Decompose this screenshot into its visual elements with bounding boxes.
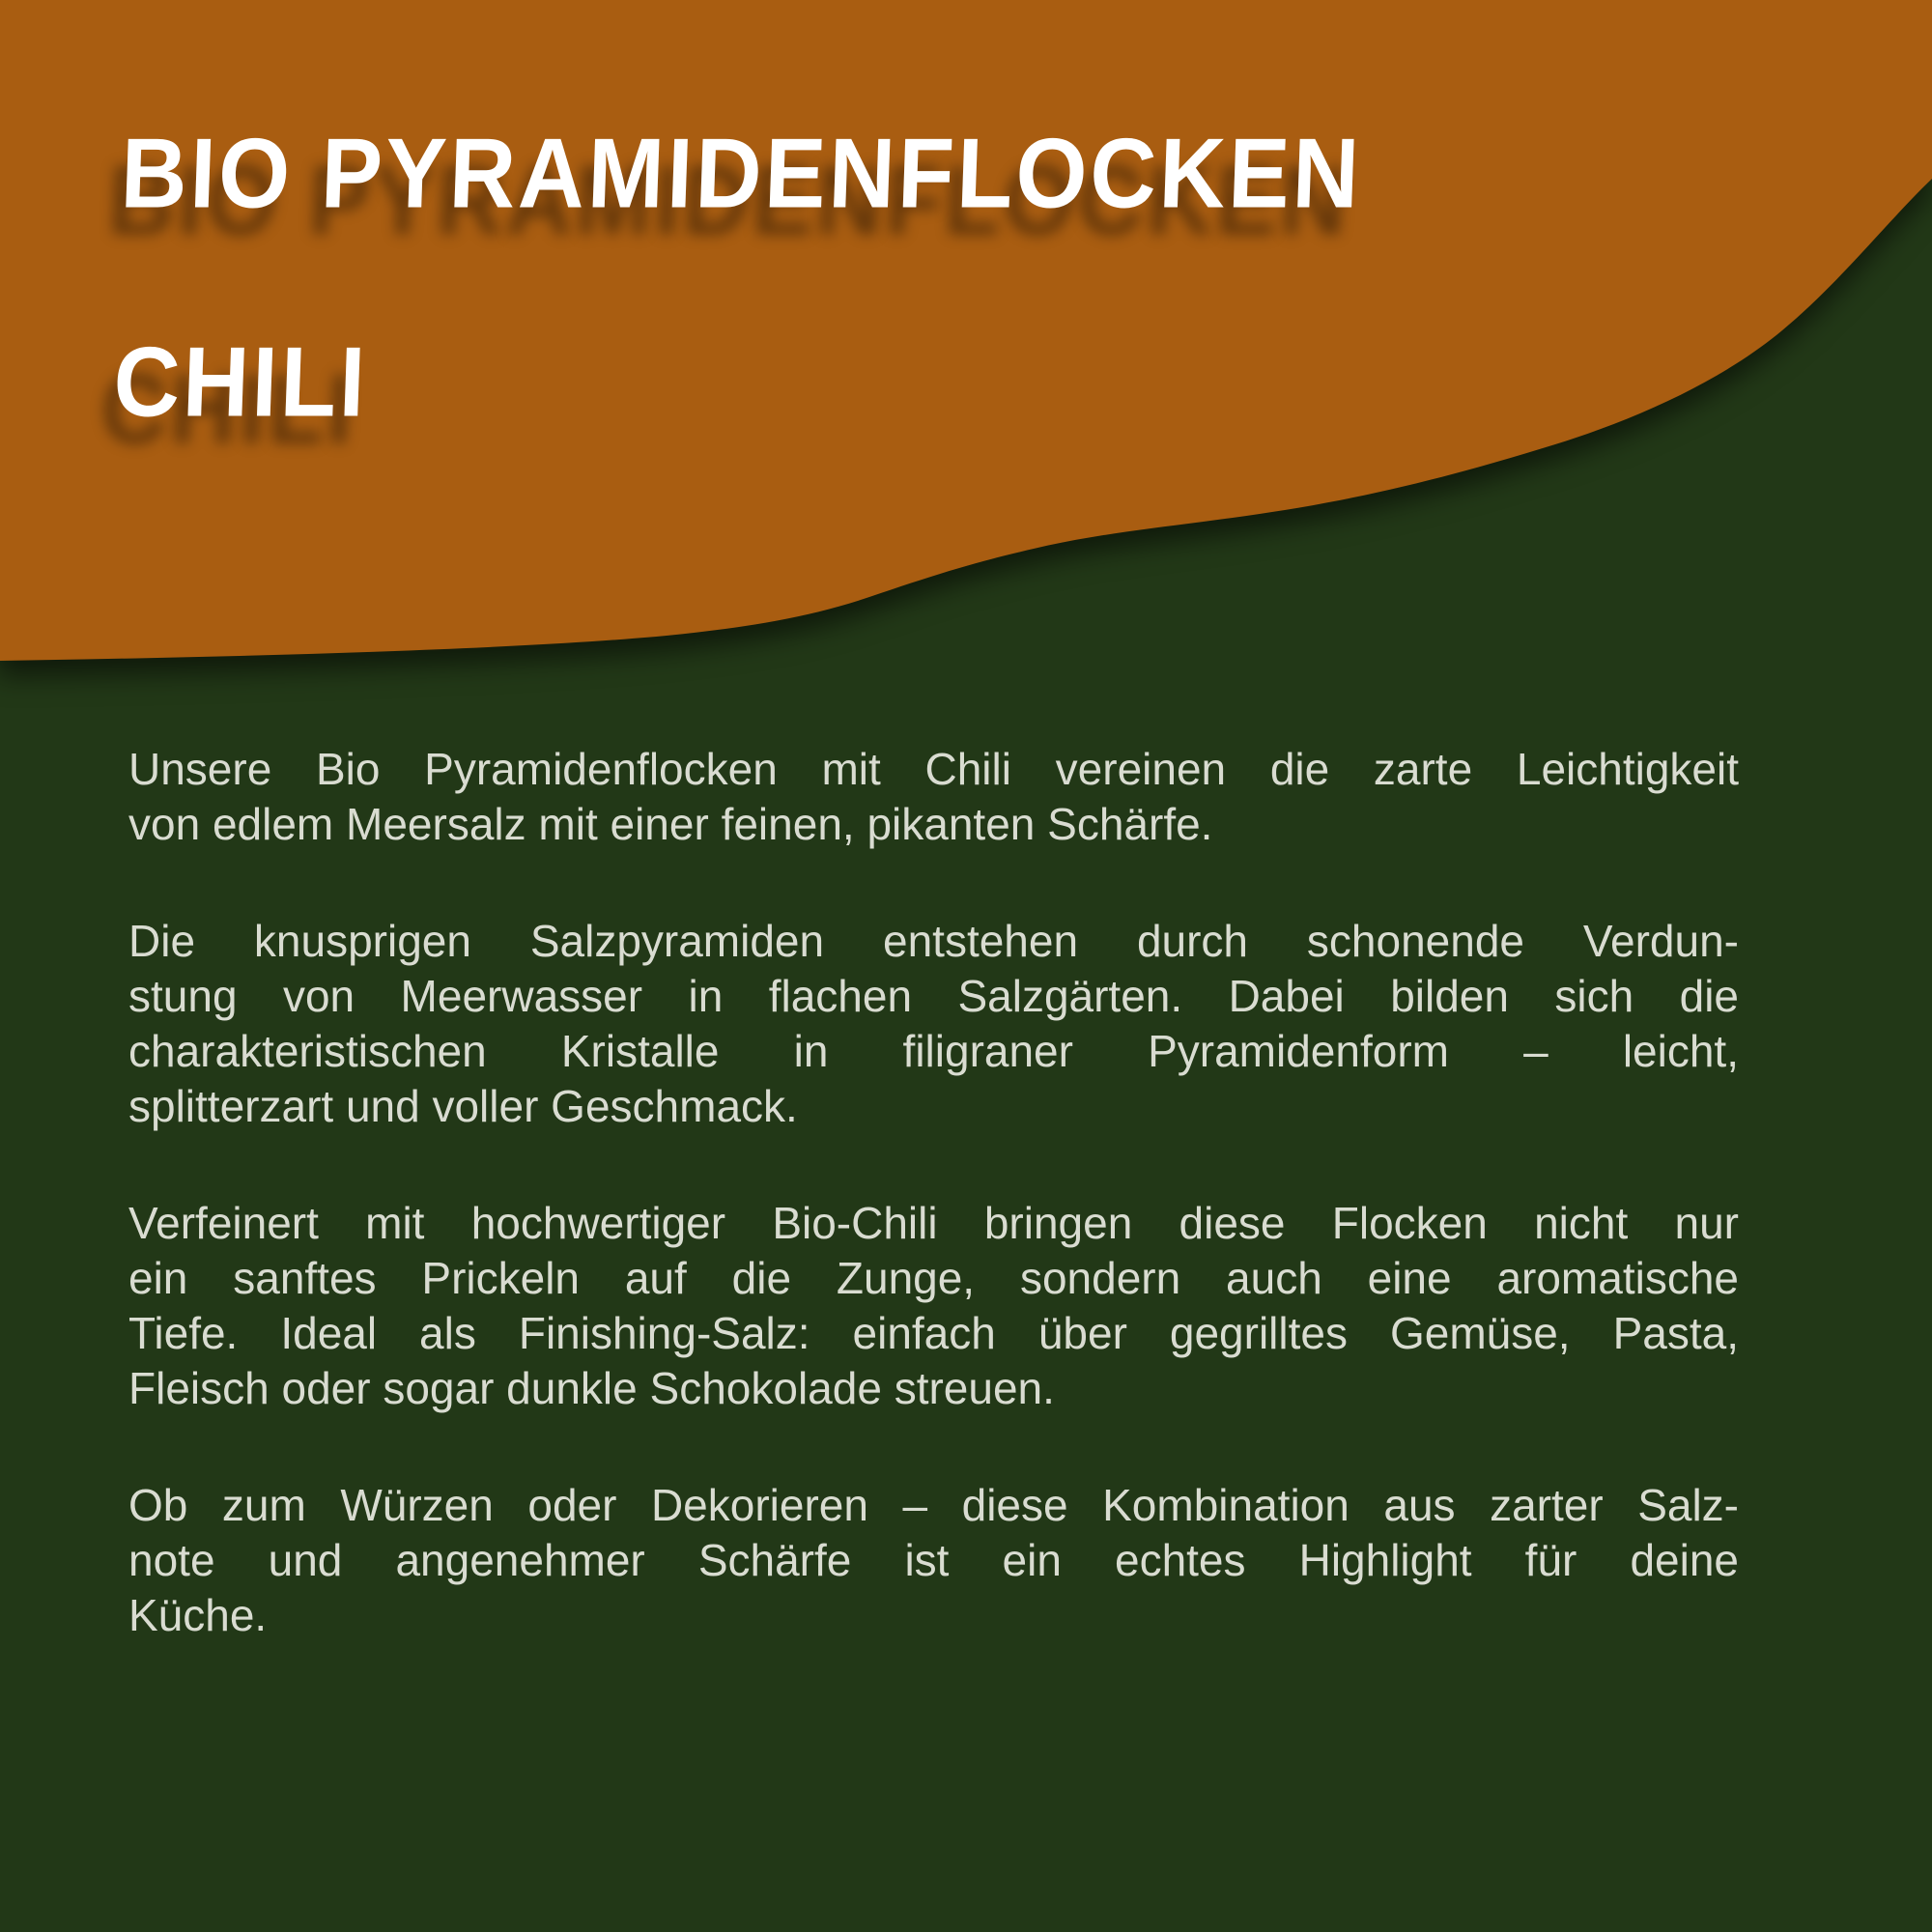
paragraph-line: ein sanftes Prickeln auf die Zunge, sondern auch eine aromatische — [128, 1253, 1739, 1303]
paragraph — [128, 742, 1739, 852]
paragraph-line: note und angenehmer Schärfe ist ein echtes Highlight für deine — [128, 1535, 1739, 1585]
product-title-line1: BIO PYRAMIDENFLOCKEN — [119, 118, 1364, 230]
paragraph — [128, 1478, 1739, 1643]
paragraph-line: charakteristischen Kristalle in filigraner Pyramidenform – leicht, — [128, 1026, 1739, 1076]
paragraph-line: Ob zum Würzen oder Dekorieren – diese Kombination aus zarter Salz- — [128, 1480, 1739, 1530]
paragraph-line: Tiefe. Ideal als Finishing-Salz: einfach über gegrilltes Gemüse, Pasta, — [128, 1308, 1739, 1358]
paragraph-line: stung von Meerwasser in flachen Salzgärten. Dabei bilden sich die — [128, 971, 1739, 1021]
paragraph-line: Küche. — [128, 1590, 268, 1640]
paragraph-line: Unsere Bio Pyramidenflocken mit Chili vereinen die zarte Leichtigkeit — [128, 744, 1739, 794]
paragraph-line: von edlem Meersalz mit einer feinen, pikanten Schärfe. — [128, 799, 1213, 849]
paragraph — [128, 914, 1739, 1134]
paragraph — [128, 1196, 1739, 1416]
product-description — [128, 742, 1739, 1705]
paragraph-line: Verfeinert mit hochwertiger Bio-Chili bringen diese Flocken nicht nur — [128, 1198, 1739, 1248]
paragraph-line: splitterzart und voller Geschmack. — [128, 1081, 798, 1131]
paragraph-line: Die knusprigen Salzpyramiden entstehen durch schonende Verdun- — [128, 916, 1739, 966]
product-title — [111, 97, 1365, 460]
paragraph-line: Fleisch oder sogar dunkle Schokolade streuen. — [128, 1363, 1055, 1413]
product-title-line2: CHILI — [111, 327, 370, 439]
